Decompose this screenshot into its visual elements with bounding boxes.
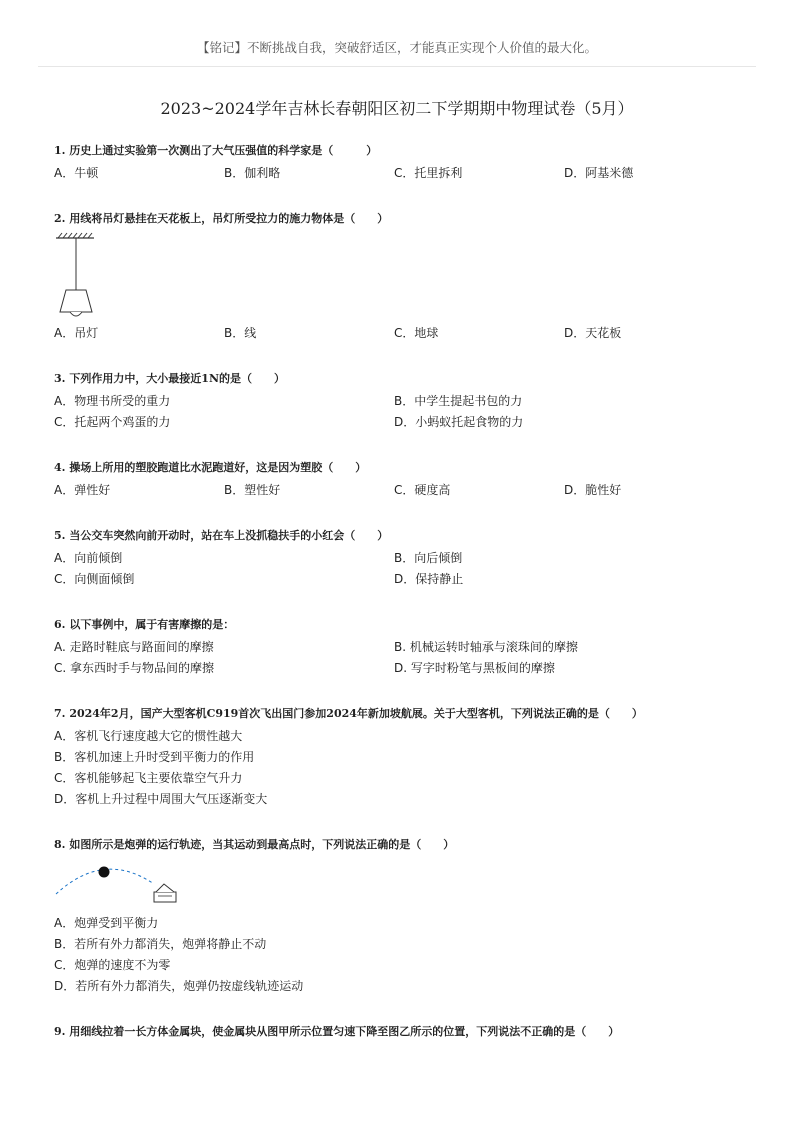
question-1-stem: 1. 历史上通过实验第一次测出了大气压强值的科学家是（ ） xyxy=(54,144,378,157)
question-8 xyxy=(54,836,754,997)
question-6-option-b[interactable]: B. 机械运转时轴承与滚珠间的摩擦 xyxy=(394,640,578,654)
question-2-option-d[interactable]: D．天花板 xyxy=(564,326,622,340)
shell-dot xyxy=(99,867,110,878)
question-8-stem: 8. 如图所示是炮弹的运行轨迹，当其运动到最高点时，下列说法正确的是（ ） xyxy=(54,838,455,851)
question-1 xyxy=(54,142,754,184)
question-1-option-a[interactable]: A．牛顿 xyxy=(54,166,99,180)
question-1-option-d[interactable]: D．阿基米德 xyxy=(564,166,634,180)
question-5 xyxy=(54,527,754,590)
question-8-option-d[interactable]: D．若所有外力都消失，炮弹仍按虚线轨迹运动 xyxy=(54,979,304,993)
question-6-stem: 6. 以下事例中，属于有害摩擦的是： xyxy=(54,618,235,631)
question-7-option-d[interactable]: D．客机上升过程中周围大气压逐渐变大 xyxy=(54,792,268,806)
question-list xyxy=(54,142,754,1067)
question-2-option-a[interactable]: A．吊灯 xyxy=(54,326,99,340)
question-9 xyxy=(54,1023,754,1041)
question-7-stem: 7. 2024年2月，国产大型客机C919首次飞出国门参加2024年新加坡航展。关于大型客机，下列说法正确的是（ ） xyxy=(54,707,643,720)
question-7 xyxy=(54,705,754,810)
question-9-stem: 9. 用细线拉着一长方体金属块，使金属块从图甲所示位置匀速下降至图乙所示的位置，下列说法不正确的是（ ） xyxy=(54,1025,620,1038)
question-4-stem: 4. 操场上所用的塑胶跑道比水泥跑道好，这是因为塑胶（ ） xyxy=(54,461,367,474)
question-6 xyxy=(54,616,754,679)
question-4-option-d[interactable]: D．脆性好 xyxy=(564,483,622,497)
lamp-shade xyxy=(60,290,92,312)
question-4-option-b[interactable]: B．塑性好 xyxy=(224,483,281,497)
question-7-option-a[interactable]: A．客机飞行速度越大它的惯性越大 xyxy=(54,729,243,743)
question-3-option-d[interactable]: D．小蚂蚁托起食物的力 xyxy=(394,415,524,429)
question-8-option-c[interactable]: C．炮弹的速度不为零 xyxy=(54,958,171,972)
lamp-bulb xyxy=(70,312,82,316)
question-4 xyxy=(54,459,754,501)
cannon-trajectory-figure xyxy=(54,854,194,910)
question-4-option-a[interactable]: A．弹性好 xyxy=(54,483,111,497)
question-5-option-b[interactable]: B．向后倾倒 xyxy=(394,551,463,565)
question-3-stem: 3. 下列作用力中，大小最接近1N的是（ ） xyxy=(54,372,286,385)
question-6-option-c[interactable]: C. 拿东西时手与物品间的摩擦 xyxy=(54,661,215,675)
ceiling-lamp-figure xyxy=(54,228,114,320)
question-5-option-a[interactable]: A．向前倾倒 xyxy=(54,551,123,565)
question-3-option-b[interactable]: B．中学生提起书包的力 xyxy=(394,394,523,408)
question-3-option-c[interactable]: C．托起两个鸡蛋的力 xyxy=(54,415,171,429)
question-1-option-b[interactable]: B．伽利略 xyxy=(224,166,281,180)
question-2 xyxy=(54,210,754,344)
question-1-option-c[interactable]: C．托里拆利 xyxy=(394,166,463,180)
question-8-option-a[interactable]: A．炮弹受到平衡力 xyxy=(54,916,159,930)
question-2-option-b[interactable]: B．线 xyxy=(224,326,257,340)
question-5-stem: 5. 当公交车突然向前开动时，站在车上没抓稳扶手的小红会（ ） xyxy=(54,529,389,542)
question-6-option-d[interactable]: D. 写字时粉笔与黑板间的摩擦 xyxy=(394,661,555,675)
question-8-option-b[interactable]: B．若所有外力都消失，炮弹将静止不动 xyxy=(54,937,267,951)
question-2-stem: 2. 用线将吊灯悬挂在天花板上，吊灯所受拉力的施力物体是（ ） xyxy=(54,212,389,225)
question-5-option-d[interactable]: D．保持静止 xyxy=(394,572,464,586)
question-4-option-c[interactable]: C．硬度高 xyxy=(394,483,451,497)
page-title: 2023~2024学年吉林长春朝阳区初二下学期期中物理试卷（5月） xyxy=(160,99,634,118)
cannon-icon xyxy=(154,884,176,902)
question-7-option-c[interactable]: C．客机能够起飞主要依靠空气升力 xyxy=(54,771,243,785)
question-6-option-a[interactable]: A. 走路时鞋底与路面间的摩擦 xyxy=(54,640,214,654)
question-2-option-c[interactable]: C．地球 xyxy=(394,326,439,340)
question-5-option-c[interactable]: C．向侧面倾倒 xyxy=(54,572,135,586)
header-motto: 【铭记】不断挑战自我，突破舒适区，才能真正实现个人价值的最大化。 xyxy=(196,40,597,55)
question-3 xyxy=(54,370,754,433)
question-7-option-b[interactable]: B．客机加速上升时受到平衡力的作用 xyxy=(54,750,255,764)
question-3-option-a[interactable]: A．物理书所受的重力 xyxy=(54,394,171,408)
header-divider xyxy=(38,66,756,67)
